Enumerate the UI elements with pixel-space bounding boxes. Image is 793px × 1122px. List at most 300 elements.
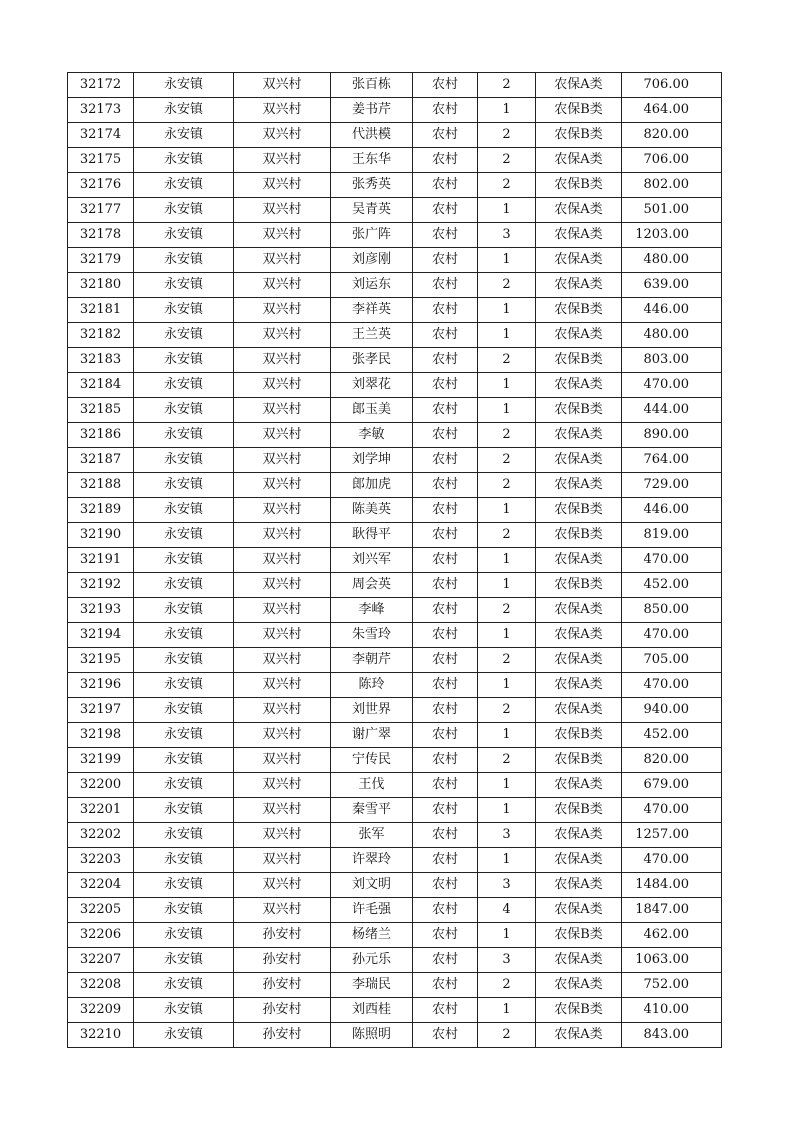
- household-size-cell: 2: [478, 973, 536, 998]
- area-type-cell: 农村: [413, 573, 478, 598]
- town-cell: 永安镇: [134, 298, 234, 323]
- table-row: [68, 373, 722, 398]
- town-cell: 永安镇: [134, 548, 234, 573]
- area-type-cell: 农村: [413, 798, 478, 823]
- amount-cell: 462.00: [622, 923, 722, 948]
- village-cell: 孙安村: [234, 923, 331, 948]
- amount-cell: 446.00: [622, 298, 722, 323]
- town-cell: 永安镇: [134, 223, 234, 248]
- area-type-cell: 农村: [413, 648, 478, 673]
- name-cell: 张秀英: [331, 173, 413, 198]
- amount-cell: 446.00: [622, 498, 722, 523]
- name-cell: 刘彦刚: [331, 248, 413, 273]
- village-cell: 双兴村: [234, 98, 331, 123]
- village-cell: 双兴村: [234, 223, 331, 248]
- town-cell: 永安镇: [134, 748, 234, 773]
- table-row: [68, 973, 722, 998]
- area-type-cell: 农村: [413, 948, 478, 973]
- village-cell: 双兴村: [234, 773, 331, 798]
- category-cell: 农保A类: [536, 773, 622, 798]
- serial-number-cell: 32184: [68, 373, 134, 398]
- serial-number-cell: 32172: [68, 73, 134, 98]
- town-cell: 永安镇: [134, 123, 234, 148]
- amount-cell: 410.00: [622, 998, 722, 1023]
- household-size-cell: 2: [478, 598, 536, 623]
- category-cell: 农保B类: [536, 798, 622, 823]
- area-type-cell: 农村: [413, 123, 478, 148]
- category-cell: 农保B类: [536, 498, 622, 523]
- household-size-cell: 1: [478, 923, 536, 948]
- table-row: [68, 748, 722, 773]
- area-type-cell: 农村: [413, 173, 478, 198]
- household-size-cell: 2: [478, 523, 536, 548]
- table-row: [68, 773, 722, 798]
- serial-number-cell: 32190: [68, 523, 134, 548]
- area-type-cell: 农村: [413, 998, 478, 1023]
- village-cell: 双兴村: [234, 198, 331, 223]
- area-type-cell: 农村: [413, 423, 478, 448]
- household-size-cell: 1: [478, 248, 536, 273]
- category-cell: 农保A类: [536, 848, 622, 873]
- area-type-cell: 农村: [413, 348, 478, 373]
- table-row: [68, 173, 722, 198]
- category-cell: 农保A类: [536, 873, 622, 898]
- town-cell: 永安镇: [134, 523, 234, 548]
- village-cell: 双兴村: [234, 273, 331, 298]
- town-cell: 永安镇: [134, 848, 234, 873]
- area-type-cell: 农村: [413, 973, 478, 998]
- serial-number-cell: 32174: [68, 123, 134, 148]
- name-cell: 谢广翠: [331, 723, 413, 748]
- category-cell: 农保A类: [536, 948, 622, 973]
- area-type-cell: 农村: [413, 523, 478, 548]
- amount-cell: 470.00: [622, 798, 722, 823]
- serial-number-cell: 32176: [68, 173, 134, 198]
- area-type-cell: 农村: [413, 73, 478, 98]
- category-cell: 农保A类: [536, 973, 622, 998]
- category-cell: 农保A类: [536, 623, 622, 648]
- serial-number-cell: 32201: [68, 798, 134, 823]
- town-cell: 永安镇: [134, 498, 234, 523]
- category-cell: 农保B类: [536, 123, 622, 148]
- area-type-cell: 农村: [413, 923, 478, 948]
- serial-number-cell: 32181: [68, 298, 134, 323]
- area-type-cell: 农村: [413, 323, 478, 348]
- amount-cell: 1063.00: [622, 948, 722, 973]
- household-size-cell: 3: [478, 223, 536, 248]
- category-cell: 农保A类: [536, 273, 622, 298]
- name-cell: 张军: [331, 823, 413, 848]
- amount-cell: 802.00: [622, 173, 722, 198]
- category-cell: 农保B类: [536, 998, 622, 1023]
- category-cell: 农保A类: [536, 198, 622, 223]
- serial-number-cell: 32180: [68, 273, 134, 298]
- town-cell: 永安镇: [134, 898, 234, 923]
- village-cell: 双兴村: [234, 148, 331, 173]
- amount-cell: 464.00: [622, 98, 722, 123]
- amount-cell: 850.00: [622, 598, 722, 623]
- village-cell: 双兴村: [234, 698, 331, 723]
- town-cell: 永安镇: [134, 573, 234, 598]
- table-row: [68, 848, 722, 873]
- serial-number-cell: 32200: [68, 773, 134, 798]
- town-cell: 永安镇: [134, 148, 234, 173]
- amount-cell: 820.00: [622, 748, 722, 773]
- area-type-cell: 农村: [413, 773, 478, 798]
- name-cell: 刘学坤: [331, 448, 413, 473]
- amount-cell: 470.00: [622, 848, 722, 873]
- table-row: [68, 223, 722, 248]
- town-cell: 永安镇: [134, 373, 234, 398]
- name-cell: 刘运东: [331, 273, 413, 298]
- household-size-cell: 1: [478, 373, 536, 398]
- table-row: [68, 123, 722, 148]
- name-cell: 王东华: [331, 148, 413, 173]
- town-cell: 永安镇: [134, 923, 234, 948]
- category-cell: 农保B类: [536, 173, 622, 198]
- amount-cell: 480.00: [622, 323, 722, 348]
- table-row: [68, 548, 722, 573]
- name-cell: 陈照明: [331, 1023, 413, 1048]
- serial-number-cell: 32209: [68, 998, 134, 1023]
- serial-number-cell: 32187: [68, 448, 134, 473]
- village-cell: 双兴村: [234, 848, 331, 873]
- village-cell: 双兴村: [234, 298, 331, 323]
- name-cell: 王伐: [331, 773, 413, 798]
- area-type-cell: 农村: [413, 673, 478, 698]
- serial-number-cell: 32179: [68, 248, 134, 273]
- amount-cell: 1203.00: [622, 223, 722, 248]
- village-cell: 双兴村: [234, 498, 331, 523]
- name-cell: 李朝芹: [331, 648, 413, 673]
- area-type-cell: 农村: [413, 248, 478, 273]
- area-type-cell: 农村: [413, 598, 478, 623]
- area-type-cell: 农村: [413, 873, 478, 898]
- area-type-cell: 农村: [413, 398, 478, 423]
- amount-cell: 819.00: [622, 523, 722, 548]
- category-cell: 农保A类: [536, 248, 622, 273]
- name-cell: 张百栋: [331, 73, 413, 98]
- category-cell: 农保A类: [536, 648, 622, 673]
- category-cell: 农保B类: [536, 923, 622, 948]
- household-size-cell: 1: [478, 573, 536, 598]
- village-cell: 双兴村: [234, 323, 331, 348]
- category-cell: 农保B类: [536, 523, 622, 548]
- area-type-cell: 农村: [413, 473, 478, 498]
- category-cell: 农保A类: [536, 673, 622, 698]
- amount-cell: 940.00: [622, 698, 722, 723]
- table-row: [68, 523, 722, 548]
- household-size-cell: 1: [478, 848, 536, 873]
- category-cell: 农保A类: [536, 698, 622, 723]
- amount-cell: 803.00: [622, 348, 722, 373]
- category-cell: 农保A类: [536, 148, 622, 173]
- village-cell: 双兴村: [234, 523, 331, 548]
- amount-cell: 470.00: [622, 548, 722, 573]
- area-type-cell: 农村: [413, 623, 478, 648]
- amount-cell: 890.00: [622, 423, 722, 448]
- table-row: [68, 148, 722, 173]
- household-size-cell: 2: [478, 448, 536, 473]
- amount-cell: 764.00: [622, 448, 722, 473]
- name-cell: 李祥英: [331, 298, 413, 323]
- amount-cell: 480.00: [622, 248, 722, 273]
- name-cell: 吴青英: [331, 198, 413, 223]
- village-cell: 孙安村: [234, 998, 331, 1023]
- area-type-cell: 农村: [413, 298, 478, 323]
- table-row: [68, 98, 722, 123]
- serial-number-cell: 32182: [68, 323, 134, 348]
- name-cell: 耿得平: [331, 523, 413, 548]
- category-cell: 农保B类: [536, 348, 622, 373]
- household-size-cell: 2: [478, 423, 536, 448]
- name-cell: 刘文明: [331, 873, 413, 898]
- area-type-cell: 农村: [413, 373, 478, 398]
- area-type-cell: 农村: [413, 223, 478, 248]
- amount-cell: 706.00: [622, 148, 722, 173]
- village-cell: 双兴村: [234, 423, 331, 448]
- town-cell: 永安镇: [134, 248, 234, 273]
- table-row: [68, 648, 722, 673]
- household-size-cell: 1: [478, 773, 536, 798]
- town-cell: 永安镇: [134, 98, 234, 123]
- town-cell: 永安镇: [134, 398, 234, 423]
- area-type-cell: 农村: [413, 898, 478, 923]
- town-cell: 永安镇: [134, 873, 234, 898]
- town-cell: 永安镇: [134, 73, 234, 98]
- household-size-cell: 2: [478, 273, 536, 298]
- name-cell: 朱雪玲: [331, 623, 413, 648]
- household-size-cell: 1: [478, 398, 536, 423]
- area-type-cell: 农村: [413, 448, 478, 473]
- category-cell: 农保A类: [536, 898, 622, 923]
- category-cell: 农保B类: [536, 398, 622, 423]
- town-cell: 永安镇: [134, 1023, 234, 1048]
- town-cell: 永安镇: [134, 723, 234, 748]
- name-cell: 刘西桂: [331, 998, 413, 1023]
- name-cell: 李瑞民: [331, 973, 413, 998]
- household-size-cell: 1: [478, 673, 536, 698]
- household-size-cell: 1: [478, 723, 536, 748]
- table-row: [68, 398, 722, 423]
- town-cell: 永安镇: [134, 323, 234, 348]
- table-row: [68, 298, 722, 323]
- amount-cell: 501.00: [622, 198, 722, 223]
- serial-number-cell: 32198: [68, 723, 134, 748]
- area-type-cell: 农村: [413, 723, 478, 748]
- household-size-cell: 1: [478, 548, 536, 573]
- amount-cell: 452.00: [622, 573, 722, 598]
- household-size-cell: 1: [478, 323, 536, 348]
- table-row: [68, 623, 722, 648]
- amount-cell: 752.00: [622, 973, 722, 998]
- serial-number-cell: 32208: [68, 973, 134, 998]
- town-cell: 永安镇: [134, 348, 234, 373]
- name-cell: 陈玲: [331, 673, 413, 698]
- household-size-cell: 3: [478, 873, 536, 898]
- name-cell: 刘兴军: [331, 548, 413, 573]
- village-cell: 双兴村: [234, 248, 331, 273]
- name-cell: 张孝民: [331, 348, 413, 373]
- town-cell: 永安镇: [134, 698, 234, 723]
- village-cell: 孙安村: [234, 973, 331, 998]
- village-cell: 双兴村: [234, 173, 331, 198]
- serial-number-cell: 32207: [68, 948, 134, 973]
- name-cell: 许毛强: [331, 898, 413, 923]
- area-type-cell: 农村: [413, 698, 478, 723]
- serial-number-cell: 32195: [68, 648, 134, 673]
- village-cell: 双兴村: [234, 73, 331, 98]
- household-size-cell: 1: [478, 98, 536, 123]
- household-size-cell: 3: [478, 823, 536, 848]
- category-cell: 农保A类: [536, 1023, 622, 1048]
- category-cell: 农保A类: [536, 448, 622, 473]
- table-row: [68, 723, 722, 748]
- village-cell: 双兴村: [234, 748, 331, 773]
- amount-cell: 705.00: [622, 648, 722, 673]
- village-cell: 孙安村: [234, 948, 331, 973]
- serial-number-cell: 32205: [68, 898, 134, 923]
- household-size-cell: 1: [478, 298, 536, 323]
- household-size-cell: 2: [478, 1023, 536, 1048]
- village-cell: 双兴村: [234, 123, 331, 148]
- town-cell: 永安镇: [134, 473, 234, 498]
- village-cell: 双兴村: [234, 898, 331, 923]
- table-row: [68, 573, 722, 598]
- household-size-cell: 1: [478, 498, 536, 523]
- category-cell: 农保A类: [536, 73, 622, 98]
- table-row: [68, 598, 722, 623]
- village-cell: 双兴村: [234, 473, 331, 498]
- table-row: [68, 923, 722, 948]
- town-cell: 永安镇: [134, 623, 234, 648]
- village-cell: 双兴村: [234, 598, 331, 623]
- name-cell: 王兰英: [331, 323, 413, 348]
- amount-cell: 843.00: [622, 1023, 722, 1048]
- table-row: [68, 873, 722, 898]
- serial-number-cell: 32189: [68, 498, 134, 523]
- table-row: [68, 348, 722, 373]
- amount-cell: 1484.00: [622, 873, 722, 898]
- household-size-cell: 1: [478, 623, 536, 648]
- serial-number-cell: 32206: [68, 923, 134, 948]
- village-cell: 孙安村: [234, 1023, 331, 1048]
- amount-cell: 1257.00: [622, 823, 722, 848]
- serial-number-cell: 32178: [68, 223, 134, 248]
- name-cell: 郎加虎: [331, 473, 413, 498]
- category-cell: 农保B类: [536, 298, 622, 323]
- serial-number-cell: 32183: [68, 348, 134, 373]
- name-cell: 李峰: [331, 598, 413, 623]
- town-cell: 永安镇: [134, 598, 234, 623]
- household-size-cell: 2: [478, 348, 536, 373]
- category-cell: 农保B类: [536, 98, 622, 123]
- table-row: [68, 273, 722, 298]
- table-row: [68, 448, 722, 473]
- name-cell: 杨绪兰: [331, 923, 413, 948]
- town-cell: 永安镇: [134, 673, 234, 698]
- household-size-cell: 3: [478, 948, 536, 973]
- serial-number-cell: 32202: [68, 823, 134, 848]
- village-cell: 双兴村: [234, 548, 331, 573]
- town-cell: 永安镇: [134, 448, 234, 473]
- household-size-cell: 2: [478, 648, 536, 673]
- name-cell: 许翠玲: [331, 848, 413, 873]
- village-cell: 双兴村: [234, 673, 331, 698]
- area-type-cell: 农村: [413, 1023, 478, 1048]
- category-cell: 农保A类: [536, 423, 622, 448]
- amount-cell: 706.00: [622, 73, 722, 98]
- serial-number-cell: 32196: [68, 673, 134, 698]
- serial-number-cell: 32185: [68, 398, 134, 423]
- town-cell: 永安镇: [134, 998, 234, 1023]
- name-cell: 张广阵: [331, 223, 413, 248]
- town-cell: 永安镇: [134, 948, 234, 973]
- category-cell: 农保A类: [536, 223, 622, 248]
- serial-number-cell: 32173: [68, 98, 134, 123]
- serial-number-cell: 32210: [68, 1023, 134, 1048]
- category-cell: 农保A类: [536, 323, 622, 348]
- amount-cell: 1847.00: [622, 898, 722, 923]
- village-cell: 双兴村: [234, 798, 331, 823]
- serial-number-cell: 32175: [68, 148, 134, 173]
- household-size-cell: 2: [478, 748, 536, 773]
- household-size-cell: 2: [478, 698, 536, 723]
- area-type-cell: 农村: [413, 748, 478, 773]
- serial-number-cell: 32193: [68, 598, 134, 623]
- village-cell: 双兴村: [234, 573, 331, 598]
- amount-cell: 639.00: [622, 273, 722, 298]
- village-cell: 双兴村: [234, 348, 331, 373]
- amount-cell: 444.00: [622, 398, 722, 423]
- household-size-cell: 1: [478, 198, 536, 223]
- serial-number-cell: 32177: [68, 198, 134, 223]
- area-type-cell: 农村: [413, 548, 478, 573]
- serial-number-cell: 32192: [68, 573, 134, 598]
- table-row: [68, 248, 722, 273]
- village-cell: 双兴村: [234, 448, 331, 473]
- amount-cell: 679.00: [622, 773, 722, 798]
- category-cell: 农保B类: [536, 573, 622, 598]
- category-cell: 农保A类: [536, 548, 622, 573]
- household-size-cell: 2: [478, 73, 536, 98]
- table-row: [68, 673, 722, 698]
- village-cell: 双兴村: [234, 623, 331, 648]
- town-cell: 永安镇: [134, 648, 234, 673]
- household-size-cell: 1: [478, 798, 536, 823]
- category-cell: 农保B类: [536, 748, 622, 773]
- area-type-cell: 农村: [413, 148, 478, 173]
- table-row: [68, 948, 722, 973]
- name-cell: 宁传民: [331, 748, 413, 773]
- area-type-cell: 农村: [413, 823, 478, 848]
- category-cell: 农保A类: [536, 373, 622, 398]
- serial-number-cell: 32194: [68, 623, 134, 648]
- household-size-cell: 4: [478, 898, 536, 923]
- village-cell: 双兴村: [234, 398, 331, 423]
- household-size-cell: 2: [478, 123, 536, 148]
- table-row: [68, 73, 722, 98]
- table-row: [68, 1023, 722, 1048]
- name-cell: 陈美英: [331, 498, 413, 523]
- area-type-cell: 农村: [413, 498, 478, 523]
- household-size-cell: 2: [478, 473, 536, 498]
- category-cell: 农保A类: [536, 598, 622, 623]
- serial-number-cell: 32204: [68, 873, 134, 898]
- amount-cell: 452.00: [622, 723, 722, 748]
- amount-cell: 729.00: [622, 473, 722, 498]
- village-cell: 双兴村: [234, 723, 331, 748]
